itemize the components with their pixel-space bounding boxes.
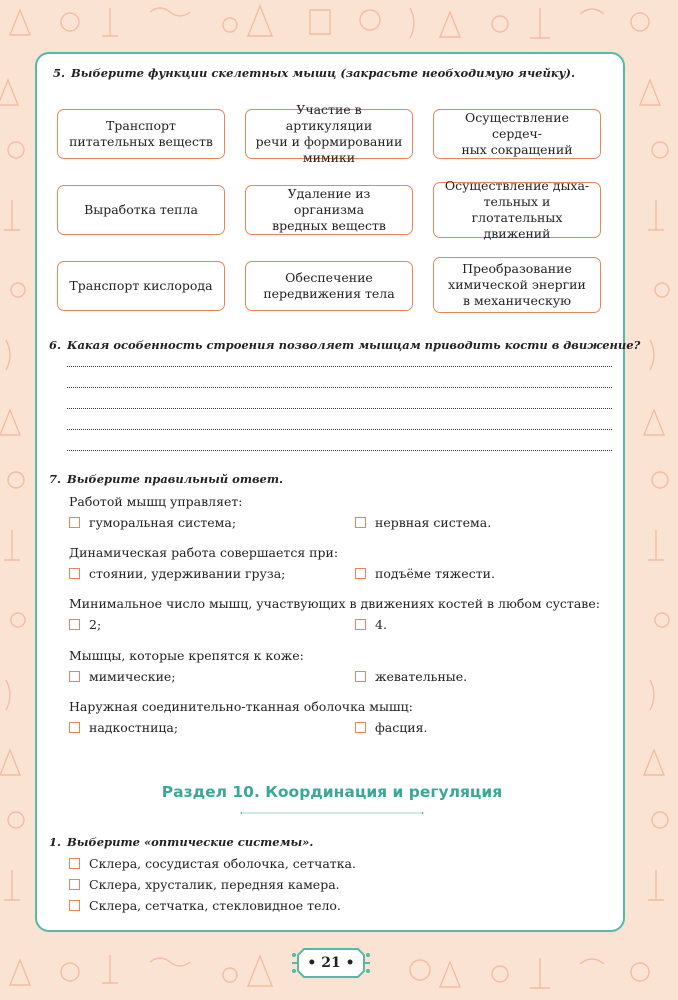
answer-line[interactable] [67,427,612,430]
question-prompt: Работой мышц управляет: [69,494,243,509]
checkbox[interactable] [69,568,80,579]
checkbox[interactable] [69,619,80,630]
page-number-value: 21 [321,955,341,971]
question-7-title [49,472,283,486]
answer-option[interactable] [69,877,340,892]
question-prompt: Минимальное число мышц, участвующих в движениях костей в любом суставе: [69,596,600,611]
section-divider [57,812,607,814]
checkbox[interactable] [355,568,366,579]
function-cell[interactable]: Удаление из организма вредных веществ [245,185,413,235]
function-cell[interactable]: Обеспечение передвижения тела [245,261,413,311]
answer-option[interactable] [69,617,101,632]
question-prompt: Динамическая работа совершается при: [69,545,339,560]
option-label: гуморальная система; [89,515,237,530]
answer-option[interactable] [69,898,341,913]
option-label: мимические; [89,669,176,684]
checkbox[interactable] [69,671,80,682]
checkbox[interactable] [69,858,80,869]
question-7-text: Выберите правильный ответ. [67,472,284,486]
answer-option[interactable] [355,720,427,735]
answer-option[interactable] [69,566,285,581]
option-label: надкостница; [89,720,179,735]
question-6-text: Какая особенность строения позволяет мышцам приводить кости в движение? [67,338,641,352]
function-cell[interactable]: Участие в артикуляции речи и формировании мимики [245,109,413,159]
function-cell[interactable]: Преобразование химической энергии в механическую [433,257,601,313]
checkbox[interactable] [69,722,80,733]
page-number [304,950,358,976]
question-5-number: 5. [53,66,66,80]
answer-option[interactable] [69,856,356,871]
answer-option[interactable] [355,617,387,632]
question-6-number: 6. [49,338,62,352]
option-label: 2; [89,617,102,632]
function-cell[interactable]: Выработка тепла [57,185,225,235]
page-number-dot: • [340,955,355,971]
question-prompt: Наружная соединительно-тканная оболочка мышц: [69,699,413,714]
option-label: стоянии, удерживании груза; [89,566,286,581]
answer-line[interactable] [67,385,612,388]
section-title: Раздел 10. Координация и регуляция [161,783,503,801]
section-question-1-title [49,835,313,849]
checkbox[interactable] [69,517,80,528]
option-label: Склера, хрусталик, передняя камера. [89,877,340,892]
answer-option[interactable] [69,720,178,735]
question-5-text: Выберите функции скелетных мышц (закрасьте необходимую ячейку). [71,66,575,80]
option-label: нервная система. [375,515,492,530]
answer-option[interactable] [69,669,176,684]
worksheet-card [35,52,641,932]
answer-line[interactable] [67,364,612,367]
section-question-1-number: 1. [49,835,62,849]
option-label: жевательные. [375,669,468,684]
checkbox[interactable] [69,900,80,911]
function-cell[interactable]: Транспорт питательных веществ [57,109,225,159]
answer-option[interactable] [355,515,491,530]
checkbox[interactable] [355,619,366,630]
option-label: фасция. [375,720,428,735]
option-label: Склера, сосудистая оболочка, сетчатка. [89,856,356,871]
question-6-title [49,338,640,352]
function-cell[interactable]: Осуществление сердеч- ных сокращений [433,109,601,159]
section-question-1-text: Выберите «оптические системы». [67,835,314,849]
option-label: Склера, сетчатка, стекловидное тело. [89,898,341,913]
checkbox[interactable] [69,879,80,890]
question-5-title [53,66,575,80]
function-cell[interactable]: Осуществление дыха- тельных и глотательных движений [433,182,601,238]
answer-line[interactable] [67,448,612,451]
option-label: подъёме тяжести. [375,566,495,581]
answer-option[interactable] [355,669,467,684]
answer-option[interactable] [69,515,236,530]
question-prompt: Мышцы, которые крепятся к коже: [69,648,304,663]
option-label: 4. [375,617,387,632]
page-number-dot: • [307,955,322,971]
answer-line[interactable] [67,406,612,409]
question-7-number: 7. [49,472,62,486]
checkbox[interactable] [355,722,366,733]
function-cell[interactable]: Транспорт кислорода [57,261,225,311]
answer-option[interactable] [355,566,495,581]
checkbox[interactable] [355,671,366,682]
checkbox[interactable] [355,517,366,528]
